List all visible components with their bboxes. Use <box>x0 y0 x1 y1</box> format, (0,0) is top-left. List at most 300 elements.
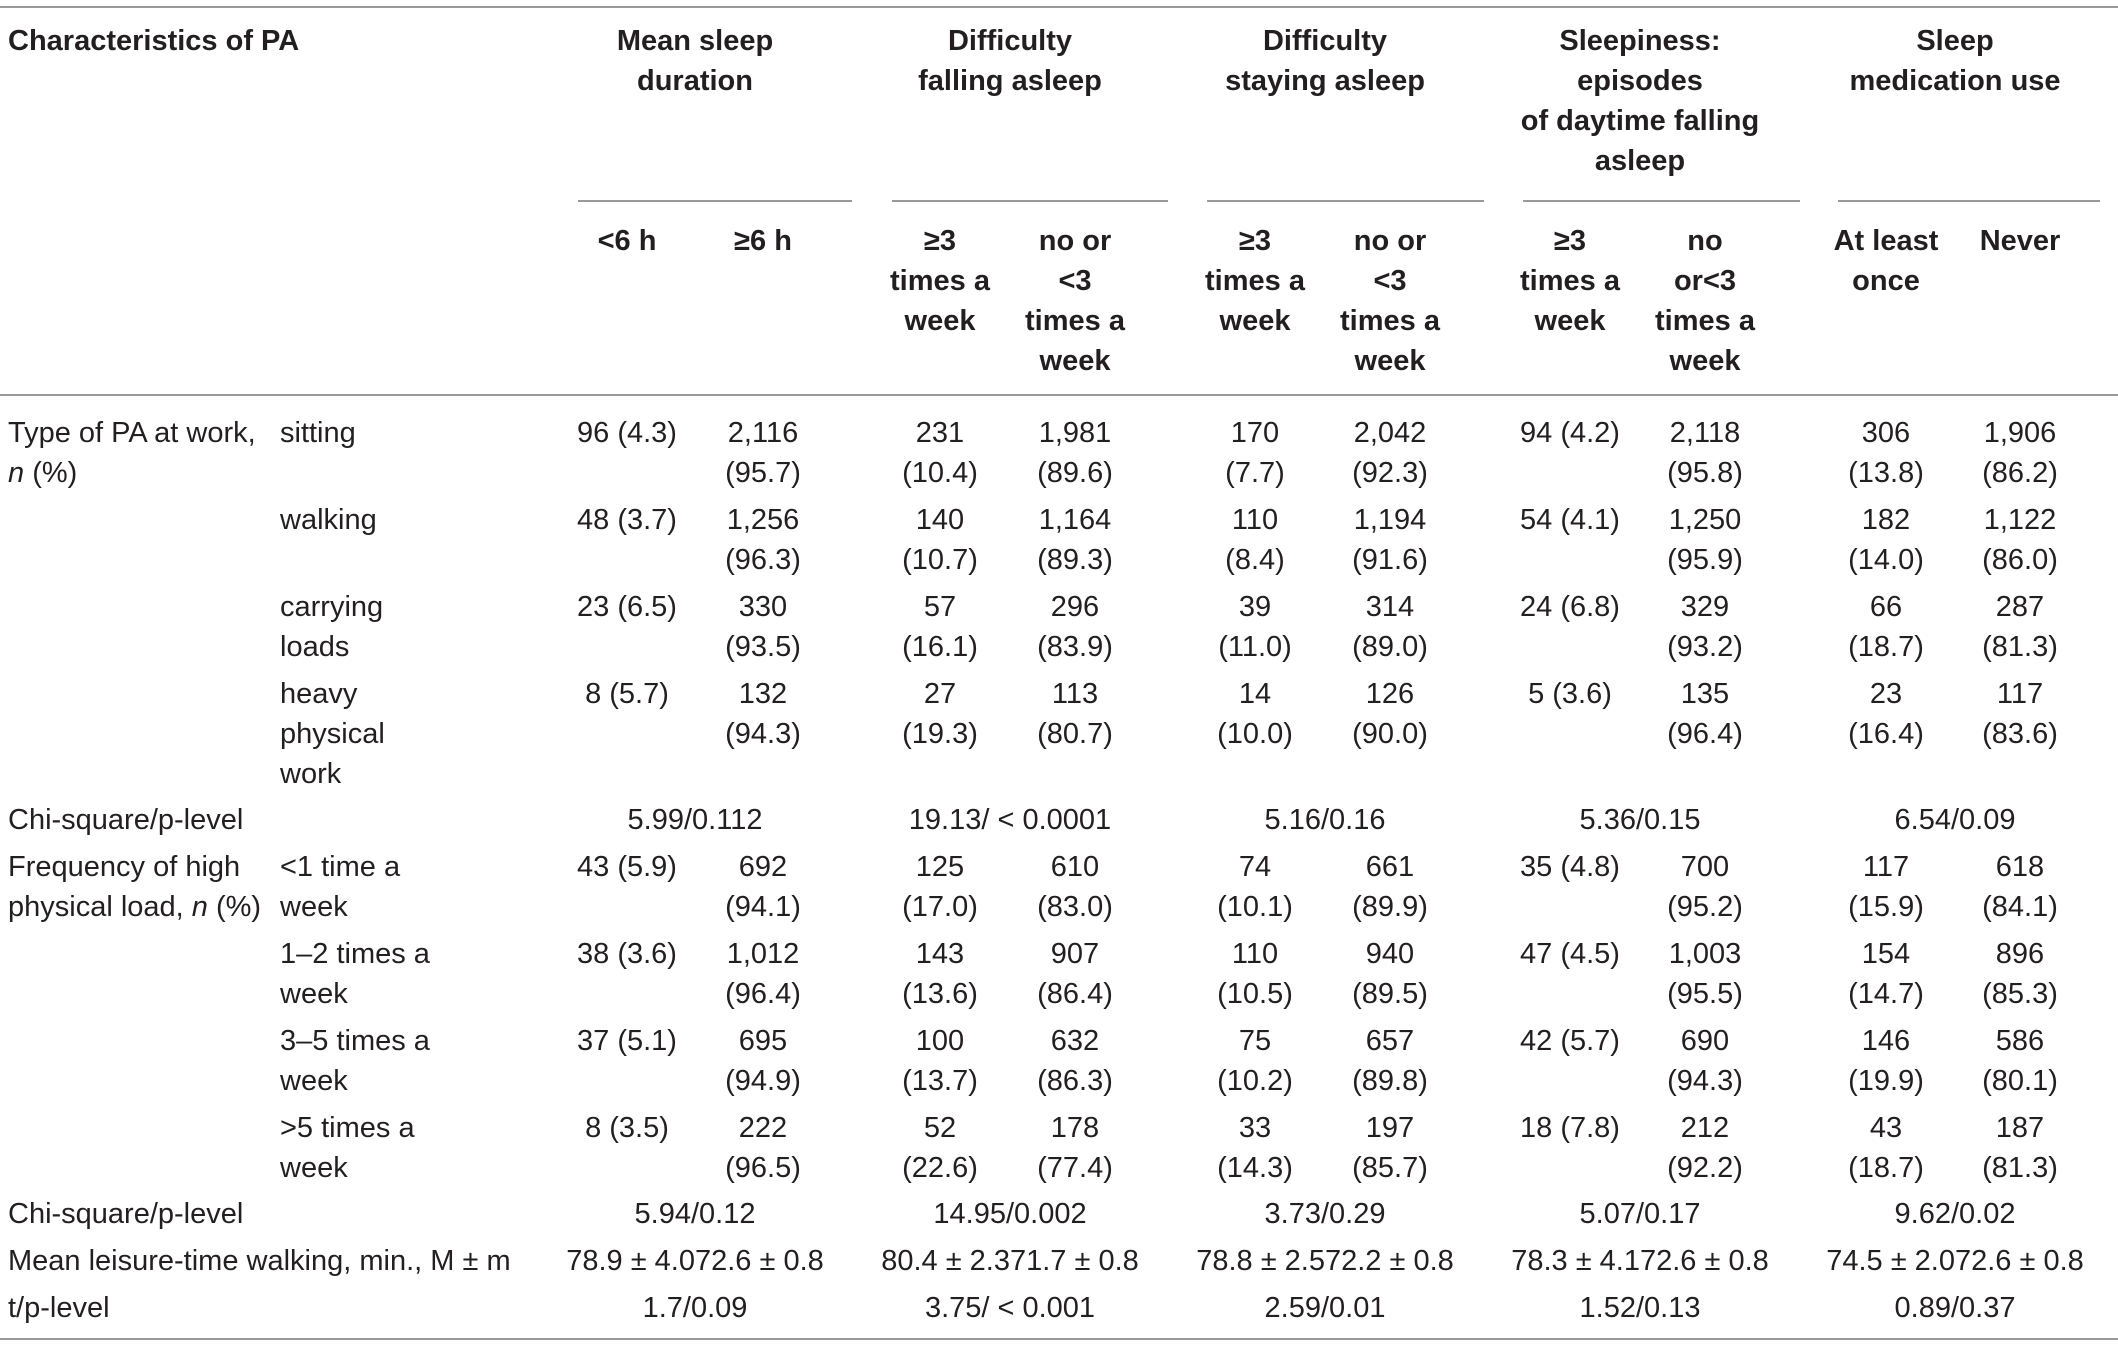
group-rule-1 <box>578 200 852 202</box>
data-cell-line: (81.3) <box>1982 631 2058 663</box>
row-category-line: loads <box>280 631 350 663</box>
data-cell-line: 154 <box>1861 938 1911 970</box>
row-group-label-line: Frequency of high <box>8 851 241 883</box>
data-cell <box>1520 413 1620 453</box>
top-rule <box>0 6 2118 8</box>
data-cell <box>1982 934 2058 1014</box>
stat-cell-line: 6.54/0.09 <box>1894 804 2016 836</box>
row-category <box>280 1021 430 1101</box>
data-cell-line: 117 <box>1996 678 2044 710</box>
data-cell <box>1667 1021 1743 1101</box>
data-cell-line: (7.7) <box>1225 457 1285 489</box>
data-cell-line: (86.0) <box>1982 544 2058 576</box>
data-cell-line: 24 (6.8) <box>1520 591 1620 623</box>
data-cell-line: (91.6) <box>1352 544 1428 576</box>
data-cell-line: 231 <box>915 417 965 449</box>
data-cell-line: (16.1) <box>902 631 978 663</box>
data-cell-line: 43 (5.9) <box>577 851 677 883</box>
row-category-line: heavy <box>280 678 358 710</box>
data-cell-line: 692 <box>738 851 788 883</box>
data-cell-line: 330 <box>738 591 788 623</box>
data-cell-line: 314 <box>1365 591 1415 623</box>
data-cell-line: 66 <box>1869 591 1903 623</box>
header-characteristics <box>8 21 299 61</box>
data-cell-line: (17.0) <box>902 891 978 923</box>
data-cell <box>1667 587 1743 667</box>
data-cell <box>902 413 978 493</box>
data-cell-line: (92.3) <box>1352 457 1428 489</box>
data-cell-line: (95.9) <box>1667 544 1743 576</box>
stat-cell-line: 0.89/0.37 <box>1894 1292 2016 1324</box>
data-cell <box>1667 500 1743 580</box>
data-cell-line: 110 <box>1231 504 1279 536</box>
stat-cell <box>1826 1241 2084 1281</box>
data-cell-line: 35 (4.8) <box>1520 851 1620 883</box>
data-cell-line: 48 (3.7) <box>577 504 677 536</box>
data-cell-line: (11.0) <box>1218 631 1292 663</box>
data-cell-line: 197 <box>1365 1112 1415 1144</box>
stat-row-label-line: Chi-square/p-level <box>8 1198 244 1230</box>
data-cell <box>902 934 978 1014</box>
data-cell-line: (84.1) <box>1982 891 2058 923</box>
data-cell <box>1352 587 1428 667</box>
row-category <box>280 413 356 453</box>
header-group-4-line: of daytime falling <box>1520 105 1760 137</box>
data-cell-line: 700 <box>1680 851 1730 883</box>
data-cell <box>725 500 801 580</box>
data-cell-line: 135 <box>1680 678 1730 710</box>
row-category-line: >5 times a <box>280 1112 415 1144</box>
stat-cell-line: 3.73/0.29 <box>1264 1198 1386 1230</box>
data-cell-line: (18.7) <box>1848 1152 1924 1184</box>
stat-cell <box>1895 1194 2016 1234</box>
stat-cell-line: 78.3 ± 4.172.6 ± 0.8 <box>1511 1245 1769 1277</box>
stat-cell-line: 74.5 ± 2.072.6 ± 0.8 <box>1826 1245 2084 1277</box>
stat-row-label <box>8 1241 511 1281</box>
data-cell-line: 296 <box>1050 591 1100 623</box>
data-cell-line: 610 <box>1050 851 1100 883</box>
data-cell-line: 52 <box>923 1112 957 1144</box>
row-category <box>280 934 430 1014</box>
data-cell-line: 2,116 <box>727 417 799 449</box>
group-rule-2 <box>892 200 1168 202</box>
data-cell-line: 5 (3.6) <box>1528 678 1612 710</box>
header-bottom-rule <box>0 394 2118 396</box>
stat-row-label-line: t/p-level <box>8 1292 110 1324</box>
data-cell-line: 187 <box>1995 1112 2045 1144</box>
stat-cell-line: 19.13/ < 0.0001 <box>908 804 1112 836</box>
stat-cell <box>566 1241 824 1281</box>
data-cell-line: (85.3) <box>1982 978 2058 1010</box>
data-cell-line: 212 <box>1680 1112 1730 1144</box>
stat-cell <box>933 1194 1086 1234</box>
data-cell-line: 1,981 <box>1038 417 1112 449</box>
stat-cell-line: 2.59/0.01 <box>1264 1292 1386 1324</box>
row-category <box>280 500 377 540</box>
data-cell-line: 38 (3.6) <box>577 938 677 970</box>
data-cell <box>1667 1108 1743 1188</box>
row-group-label-line: n (%) <box>8 457 78 489</box>
header-sub-3-2 <box>1340 221 1440 381</box>
stat-cell <box>925 1288 1095 1328</box>
data-cell-line: 618 <box>1995 851 2045 883</box>
stat-cell-line: 5.36/0.15 <box>1579 804 1701 836</box>
stat-cell <box>628 800 763 840</box>
data-cell-line: 2,118 <box>1669 417 1741 449</box>
n-italic: n <box>191 891 208 923</box>
stat-cell <box>635 1194 756 1234</box>
data-cell-line: (86.3) <box>1037 1065 1113 1097</box>
header-sub-4-2-line: times a <box>1655 305 1755 337</box>
data-cell <box>1352 500 1428 580</box>
header-sub-2-2-line: times a <box>1025 305 1125 337</box>
stat-cell-line: 5.99/0.112 <box>627 804 763 836</box>
data-cell <box>1217 1021 1293 1101</box>
data-cell-line: (14.3) <box>1217 1152 1293 1184</box>
row-group-label-line: Type of PA at work, <box>8 417 256 449</box>
header-group-2-line: falling asleep <box>918 65 1102 97</box>
header-sub-1-2-line: ≥6 h <box>734 225 792 257</box>
data-cell <box>1037 587 1113 667</box>
data-cell <box>577 1021 677 1061</box>
data-cell-line: (15.9) <box>1848 891 1924 923</box>
row-category-line: 1–2 times a <box>280 938 430 970</box>
header-group-3-line: staying asleep <box>1225 65 1425 97</box>
data-cell-line: 1,012 <box>726 938 800 970</box>
data-cell <box>1217 674 1293 754</box>
header-sub-4-1 <box>1520 221 1620 341</box>
data-cell-line: (89.5) <box>1352 978 1428 1010</box>
data-cell-line: (89.3) <box>1037 544 1113 576</box>
header-sub-2-1 <box>890 221 990 341</box>
header-group-2 <box>918 21 1102 101</box>
data-cell <box>1037 934 1113 1014</box>
header-sub-3-1-line: week <box>1219 305 1291 337</box>
data-cell <box>1217 1108 1293 1188</box>
data-cell <box>1982 587 2058 667</box>
data-cell <box>902 1021 978 1101</box>
data-cell <box>1218 587 1292 667</box>
data-cell-line: 43 <box>1869 1112 1903 1144</box>
data-cell-line: (77.4) <box>1037 1152 1113 1184</box>
header-sub-2-2 <box>1025 221 1125 381</box>
row-group-label-line: physical load, n (%) <box>8 891 262 923</box>
data-cell <box>1225 500 1285 580</box>
row-category <box>280 587 383 667</box>
row-category-line: work <box>280 758 342 790</box>
data-cell <box>902 500 978 580</box>
group-rule-5 <box>1838 200 2100 202</box>
data-cell <box>1848 1108 1924 1188</box>
stat-cell <box>1895 800 2016 840</box>
stat-cell-line: 14.95/0.002 <box>933 1198 1087 1230</box>
stat-cell-line: 3.75/ < 0.001 <box>924 1292 1096 1324</box>
row-category <box>280 1108 415 1188</box>
data-cell-line: 1,122 <box>1983 504 2057 536</box>
header-sub-3-1-line: ≥3 <box>1238 225 1272 257</box>
stat-cell <box>1580 800 1701 840</box>
data-cell-line: (10.1) <box>1217 891 1293 923</box>
header-sub-2-1-line: ≥3 <box>923 225 957 257</box>
stat-cell <box>1580 1288 1701 1328</box>
data-cell-line: (96.5) <box>725 1152 801 1184</box>
data-cell-line: (18.7) <box>1848 631 1924 663</box>
data-cell-line: 1,003 <box>1668 938 1742 970</box>
stat-row-label <box>8 1194 243 1234</box>
header-group-3 <box>1225 21 1425 101</box>
data-cell <box>1217 847 1293 927</box>
data-cell-line: 110 <box>1231 938 1279 970</box>
data-cell-line: 695 <box>738 1025 788 1057</box>
data-cell <box>1520 934 1620 974</box>
data-cell-line: 42 (5.7) <box>1520 1025 1620 1057</box>
data-cell <box>725 1108 801 1188</box>
data-cell-line: (96.3) <box>725 544 801 576</box>
data-cell-line: (94.9) <box>725 1065 801 1097</box>
data-cell-line: (94.1) <box>725 891 801 923</box>
data-cell-line: 1,164 <box>1038 504 1112 536</box>
data-cell-line: (85.7) <box>1352 1152 1428 1184</box>
header-group-5 <box>1849 21 2060 101</box>
data-cell-line: (8.4) <box>1225 544 1285 576</box>
data-cell-line: (89.8) <box>1352 1065 1428 1097</box>
row-category-line: sitting <box>280 417 356 449</box>
data-cell <box>1037 1021 1113 1101</box>
data-cell <box>725 847 801 927</box>
bottom-rule <box>0 1338 2118 1340</box>
data-cell <box>1037 1108 1113 1188</box>
header-sub-1-1-line: <6 h <box>597 225 657 257</box>
data-cell-line: 287 <box>1995 591 2045 623</box>
stat-cell-line: 9.62/0.02 <box>1894 1198 2016 1230</box>
data-cell <box>1848 500 1924 580</box>
data-cell-line: 47 (4.5) <box>1520 938 1620 970</box>
data-cell-line: (89.0) <box>1352 631 1428 663</box>
data-cell <box>902 587 978 667</box>
data-cell <box>902 1108 978 1188</box>
row-category-line: week <box>280 978 348 1010</box>
data-cell <box>1520 587 1620 627</box>
data-cell-line: 329 <box>1680 591 1730 623</box>
data-cell-line: 146 <box>1861 1025 1911 1057</box>
data-cell <box>1520 500 1620 540</box>
header-group-4-line: Sleepiness: <box>1559 25 1721 57</box>
data-cell <box>1225 413 1285 493</box>
data-cell-line: (16.4) <box>1848 718 1924 750</box>
data-cell-line: (89.6) <box>1037 457 1113 489</box>
data-cell-line: (10.5) <box>1217 978 1293 1010</box>
header-sub-5-2-line: Never <box>1979 225 2061 257</box>
header-group-1-line: duration <box>637 65 753 97</box>
header-sub-5-1-line: once <box>1852 265 1920 297</box>
header-sub-2-1-line: times a <box>890 265 990 297</box>
stat-cell <box>1265 1288 1386 1328</box>
data-cell-line: 125 <box>915 851 965 883</box>
data-cell-line: 940 <box>1365 938 1415 970</box>
data-cell-line: (95.2) <box>1667 891 1743 923</box>
header-sub-4-2-line: week <box>1669 345 1741 377</box>
data-cell <box>1982 1021 2058 1101</box>
data-cell-line: (10.2) <box>1217 1065 1293 1097</box>
data-cell-line: 74 <box>1238 851 1272 883</box>
data-cell-line: 23 (6.5) <box>577 591 677 623</box>
data-cell-line: (19.9) <box>1848 1065 1924 1097</box>
header-group-2-line: Difficulty <box>947 25 1073 57</box>
data-cell-line: 75 <box>1238 1025 1272 1057</box>
data-cell-line: 8 (5.7) <box>585 678 669 710</box>
header-sub-3-2-line: week <box>1354 345 1426 377</box>
data-cell-line: 170 <box>1230 417 1280 449</box>
data-cell-line: (13.6) <box>902 978 978 1010</box>
data-cell-line: (86.4) <box>1037 978 1113 1010</box>
stat-cell-line: 5.94/0.12 <box>634 1198 756 1230</box>
header-group-5-line: medication use <box>1849 65 2061 97</box>
data-cell-line: (96.4) <box>1667 718 1743 750</box>
data-cell-line: (95.7) <box>725 457 801 489</box>
header-group-1-line: Mean sleep <box>616 25 774 57</box>
stat-cell <box>1265 1194 1386 1234</box>
data-cell-line: 1,256 <box>726 504 800 536</box>
data-cell-line: 178 <box>1050 1112 1100 1144</box>
data-cell <box>1352 934 1428 1014</box>
data-cell <box>1982 500 2058 580</box>
row-group-label <box>8 413 256 493</box>
row-group-label <box>8 847 261 927</box>
data-cell-line: (10.0) <box>1217 718 1293 750</box>
stat-cell <box>1196 1241 1454 1281</box>
row-category-line: carrying <box>280 591 384 623</box>
row-category-line: physical <box>280 718 385 750</box>
header-group-3-line: Difficulty <box>1262 25 1388 57</box>
data-cell-line: 896 <box>1995 938 2045 970</box>
data-cell-line: 8 (3.5) <box>585 1112 669 1144</box>
data-cell-line: (94.3) <box>1667 1065 1743 1097</box>
header-characteristics-line: Characteristics of PA <box>8 25 300 57</box>
data-cell-line: 1,194 <box>1353 504 1427 536</box>
data-cell-line: 632 <box>1050 1025 1100 1057</box>
data-cell-line: 140 <box>915 504 965 536</box>
data-cell-line: 586 <box>1995 1025 2045 1057</box>
data-cell <box>902 847 978 927</box>
data-cell <box>1352 1108 1428 1188</box>
data-cell <box>1037 500 1113 580</box>
stat-cell <box>909 800 1111 840</box>
data-cell <box>902 674 978 754</box>
stat-row-label-line: Mean leisure-time walking, min., M ± m <box>8 1245 511 1277</box>
stat-cell-line: 1.52/0.13 <box>1579 1292 1701 1324</box>
data-cell-line: 27 <box>923 678 957 710</box>
data-cell <box>1667 674 1743 754</box>
row-category <box>280 847 400 927</box>
header-sub-4-1-line: times a <box>1520 265 1620 297</box>
stat-cell <box>1580 1194 1701 1234</box>
header-sub-4-2 <box>1655 221 1755 381</box>
data-cell-line: (89.9) <box>1352 891 1428 923</box>
header-sub-4-2-line: no <box>1687 225 1723 257</box>
data-cell <box>1037 847 1113 927</box>
header-sub-5-1-line: At least <box>1833 225 1939 257</box>
data-cell <box>577 847 677 887</box>
header-sub-3-2-line: no or <box>1353 225 1427 257</box>
data-cell-line: 57 <box>923 591 957 623</box>
header-sub-2-2-line: no or <box>1038 225 1112 257</box>
data-cell-line: (95.8) <box>1667 457 1743 489</box>
data-cell <box>1982 674 2058 754</box>
data-cell-line: 54 (4.1) <box>1520 504 1620 536</box>
data-cell-line: 143 <box>915 938 965 970</box>
header-sub-5-1 <box>1834 221 1939 301</box>
data-cell <box>577 500 677 540</box>
data-cell-line: 1,906 <box>1983 417 2057 449</box>
data-cell-line: 18 (7.8) <box>1520 1112 1620 1144</box>
row-category-line: walking <box>280 504 377 536</box>
data-cell-line: (13.7) <box>902 1065 978 1097</box>
data-cell-line: (10.7) <box>902 544 978 576</box>
n-italic: n <box>8 457 25 489</box>
data-cell-line: (13.8) <box>1848 457 1924 489</box>
data-cell-line: 690 <box>1680 1025 1730 1057</box>
data-cell-line: 100 <box>915 1025 965 1057</box>
data-cell <box>1520 847 1620 887</box>
data-cell-line: (83.0) <box>1037 891 1113 923</box>
header-sub-3-2-line: <3 <box>1373 265 1407 297</box>
data-cell-line: 37 (5.1) <box>577 1025 677 1057</box>
data-cell <box>1352 847 1428 927</box>
data-cell-line: (10.4) <box>902 457 978 489</box>
stat-cell <box>881 1241 1139 1281</box>
stat-row-label <box>8 1288 110 1328</box>
data-cell-line: (93.5) <box>725 631 801 663</box>
header-sub-4-2-line: or<3 <box>1673 265 1737 297</box>
data-cell <box>577 413 677 453</box>
data-cell <box>725 674 801 754</box>
row-category-line: 3–5 times a <box>280 1025 430 1057</box>
data-cell-line: (94.3) <box>725 718 801 750</box>
group-rule-4 <box>1523 200 1800 202</box>
data-cell-line: 657 <box>1365 1025 1415 1057</box>
data-cell-line: (81.3) <box>1982 1152 2058 1184</box>
data-cell-line: (80.1) <box>1982 1065 2058 1097</box>
header-sub-4-1-line: ≥3 <box>1553 225 1587 257</box>
data-cell <box>1982 847 2058 927</box>
data-cell-line: (95.5) <box>1667 978 1743 1010</box>
stat-cell-line: 1.7/0.09 <box>642 1292 748 1324</box>
data-cell-line: 14 <box>1238 678 1272 710</box>
header-sub-2-2-line: week <box>1039 345 1111 377</box>
data-cell-line: (90.0) <box>1352 718 1428 750</box>
data-cell-line: (22.6) <box>902 1152 978 1184</box>
data-cell-line: 132 <box>738 678 788 710</box>
stat-cell <box>1895 1288 2016 1328</box>
data-cell-line: (83.9) <box>1037 631 1113 663</box>
header-sub-2-2-line: <3 <box>1058 265 1092 297</box>
data-cell <box>1352 1021 1428 1101</box>
stat-cell-line: 78.9 ± 4.072.6 ± 0.8 <box>566 1245 824 1277</box>
data-cell <box>577 587 677 627</box>
data-cell <box>1982 1108 2058 1188</box>
row-category <box>280 674 385 794</box>
header-group-1 <box>617 21 773 101</box>
data-cell <box>725 413 801 493</box>
data-cell-line: 907 <box>1050 938 1100 970</box>
data-cell-line: 94 (4.2) <box>1520 417 1620 449</box>
data-cell <box>1848 587 1924 667</box>
data-cell <box>1848 1021 1924 1101</box>
data-cell-line: 96 (4.3) <box>577 417 677 449</box>
data-cell <box>1037 413 1113 493</box>
data-cell-line: (14.0) <box>1848 544 1924 576</box>
row-category-line: week <box>280 1065 348 1097</box>
